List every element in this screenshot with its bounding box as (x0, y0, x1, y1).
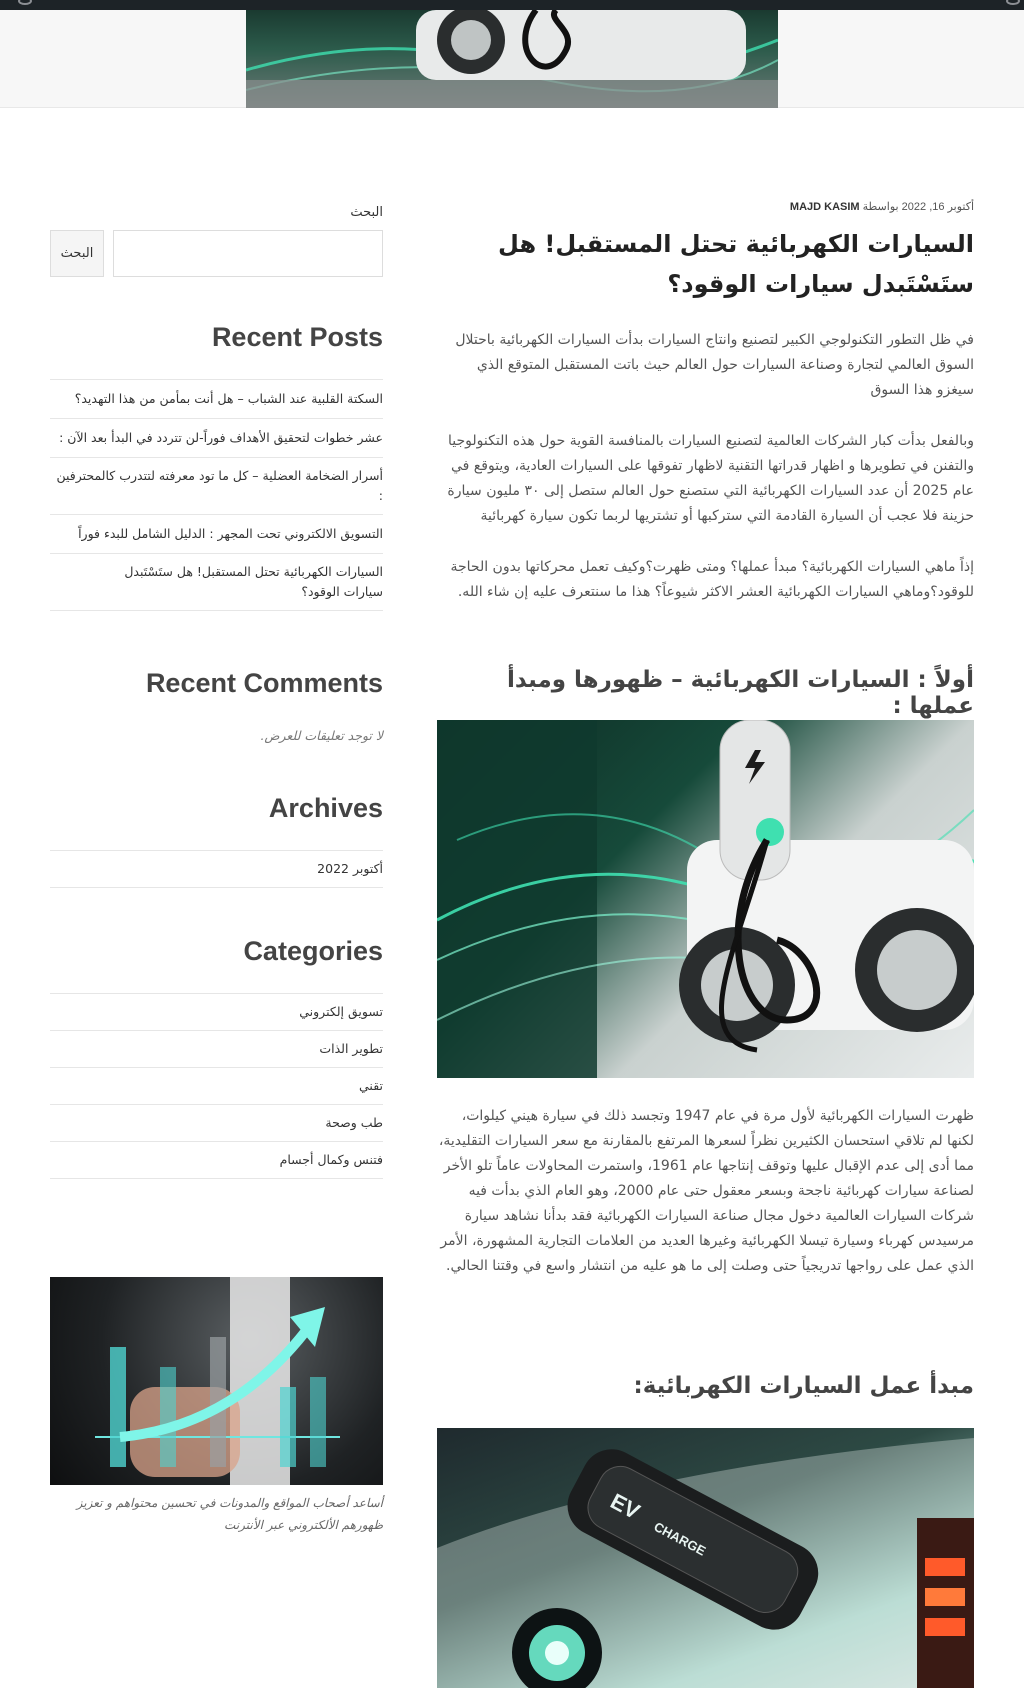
recent-post-item[interactable]: أسرار الضخامة العضلية – كل ما تود معرفته لتتدرب كالمحترفين : (50, 458, 383, 515)
post-author[interactable]: MAJD KASIM (789, 201, 860, 213)
section-2-heading: مبدأ عمل السيارات الكهربائية: (633, 1373, 974, 1399)
post-article (437, 200, 974, 719)
site-header (0, 10, 1024, 108)
search-label: البحث (350, 205, 383, 220)
ev-charging-image (437, 720, 974, 1078)
category-item[interactable]: تقني (50, 1068, 383, 1105)
recent-post-item[interactable]: عشر خطوات لتحقيق الأهداف فوراً-لن تتردد في البدأ بعد الآن : (50, 419, 383, 458)
section-1-heading: أولاً : السيارات الكهربائية – ظهورها ومبدأ عملها : (506, 667, 974, 719)
growth-chart-image (50, 1277, 383, 1485)
plug-ev-label: EV (606, 1488, 645, 1525)
recent-posts-heading: Recent Posts (211, 322, 383, 352)
recent-post-item[interactable]: السيارات الكهربائية تحتل المستقبل! هل ستَسْتَبدل سيارات الوقود؟ (50, 554, 383, 611)
categories-heading: Categories (243, 936, 383, 966)
intro-paragraph-1: في ظل التطور التكنولوجي الكبير لتصنيع وانتاج السيارات بدأت السيارات الكهربائية باحتلال السوق العالمي لتجارة وصناعة السيارات حول العالم حيث باتت المستقبل المتوقع الذي سيغزو هذا السوق (455, 332, 974, 398)
sidebar-image-caption: أساعد أصحاب المواقع والمدونات في تحسين محتواهم و تعزيز ظهورهم الألكتروني عبر الأنترنت (76, 1496, 383, 1532)
post-meta (437, 200, 974, 216)
search-input[interactable] (113, 230, 383, 277)
header-banner-image (246, 10, 778, 108)
intro-paragraph-3: إذاً ماهي السيارات الكهربائية؟ مبدأ عملها؟ ومتى ظهرت؟وكيف تعمل محركاتها بدون الحاجة للوقود؟وماهي السيارات الكهربائية العشر الاكثر شيوعاً؟ هذا ما سنتعرف عليه إن شاء الله. (450, 559, 974, 600)
category-item[interactable]: طب وصحة (50, 1105, 383, 1142)
recent-posts-list (50, 379, 383, 611)
category-item[interactable]: تطوير الذات (50, 1031, 383, 1068)
search-button[interactable]: البحث (50, 230, 104, 277)
category-item[interactable]: فتنس وكمال أجسام (50, 1142, 383, 1179)
recent-post-item[interactable]: السكتة القلبية عند الشباب – هل أنت بمأمن من هذا التهديد؟ (50, 380, 383, 419)
archives-list (50, 850, 383, 888)
profile-icon[interactable] (1006, 0, 1020, 5)
intro-paragraph-2: وبالفعل بدأت كبار الشركات العالمية لتصنيع السيارات بالمنافسة القوية حول هذه التكنولوجيا والتفنن في تطويرها و اظهار قدراتها التقنية لاظهار تفوقها على السيارات العادية، ويتوقع في عام 2025 أن عدد السيارات الكهربائية التي ستصنع حول العالم ستصل إلى ٣٠ مليون سيارة حزينة فلا عجب أن السيارة القادمة التي ستركبها أو تشتريها لربما تكون سيارة كهربائية (447, 433, 974, 524)
menu-icon[interactable] (18, 0, 32, 5)
categories-list (50, 993, 383, 1179)
recent-post-item[interactable]: التسويق الالكتروني تحت المجهر : الدليل الشامل للبدء فوراً (50, 515, 383, 554)
no-comments-text: لا توجد تعليقات للعرض. (260, 728, 383, 743)
ev-charger-illustration (437, 720, 974, 1078)
post-title: السيارات الكهربائية تحتل المستقبل! هل ستَسْتَبدل سيارات الوقود؟ (498, 230, 974, 298)
growth-arrow-illustration (50, 1277, 383, 1485)
archives-heading: Archives (268, 793, 383, 823)
post-date[interactable]: أكتوبر 16, 2022 (901, 201, 974, 213)
archive-item[interactable]: أكتوبر 2022 (50, 851, 383, 888)
admin-bar (0, 0, 1024, 10)
plug-charge-label: CHARGE (651, 1518, 709, 1559)
banner-car-illustration (246, 10, 778, 108)
ev-plug-illustration (437, 1428, 974, 1688)
post-by: بواسطة (862, 201, 899, 213)
ev-charge-plug-image (437, 1428, 974, 1688)
recent-comments-heading: Recent Comments (145, 668, 383, 698)
section-1-paragraph: ظهرت السيارات الكهربائية لأول مرة في عام 1947 وتجسد ذلك في سيارة هيني كيلوات، لكنها لم تلاقي استحسان الكثيرين نظراً لسعرها المرتفع بالمقارنة مع سعر السيارات التقليدية، مما أدى إلى عدم الإقبال عليها وتوقف إنتاجها عام 1961، واستمرت المحاولات عاماً تلو الأخر لصناعة سيارات كهربائية ناجحة وبسعر معقول حتى عام 2000، وهو العام الذي بدأت فيه شركات السيارات العالمية دخول مجال صناعة السيارات الكهربائية فقد بدأنا نشاهد سيارة مرسيدس كهرباء وسيارة تيسلا الكهربائية وغيرها العديد من العلامات التجارية المشهورة، الأمر الذي عمل على رواجها تدريجياً حتى وصلت إلى ما هو عليه من انتشار واسع في وقتنا الحالي. (438, 1108, 974, 1274)
category-item[interactable]: تسويق إلكتروني (50, 994, 383, 1031)
